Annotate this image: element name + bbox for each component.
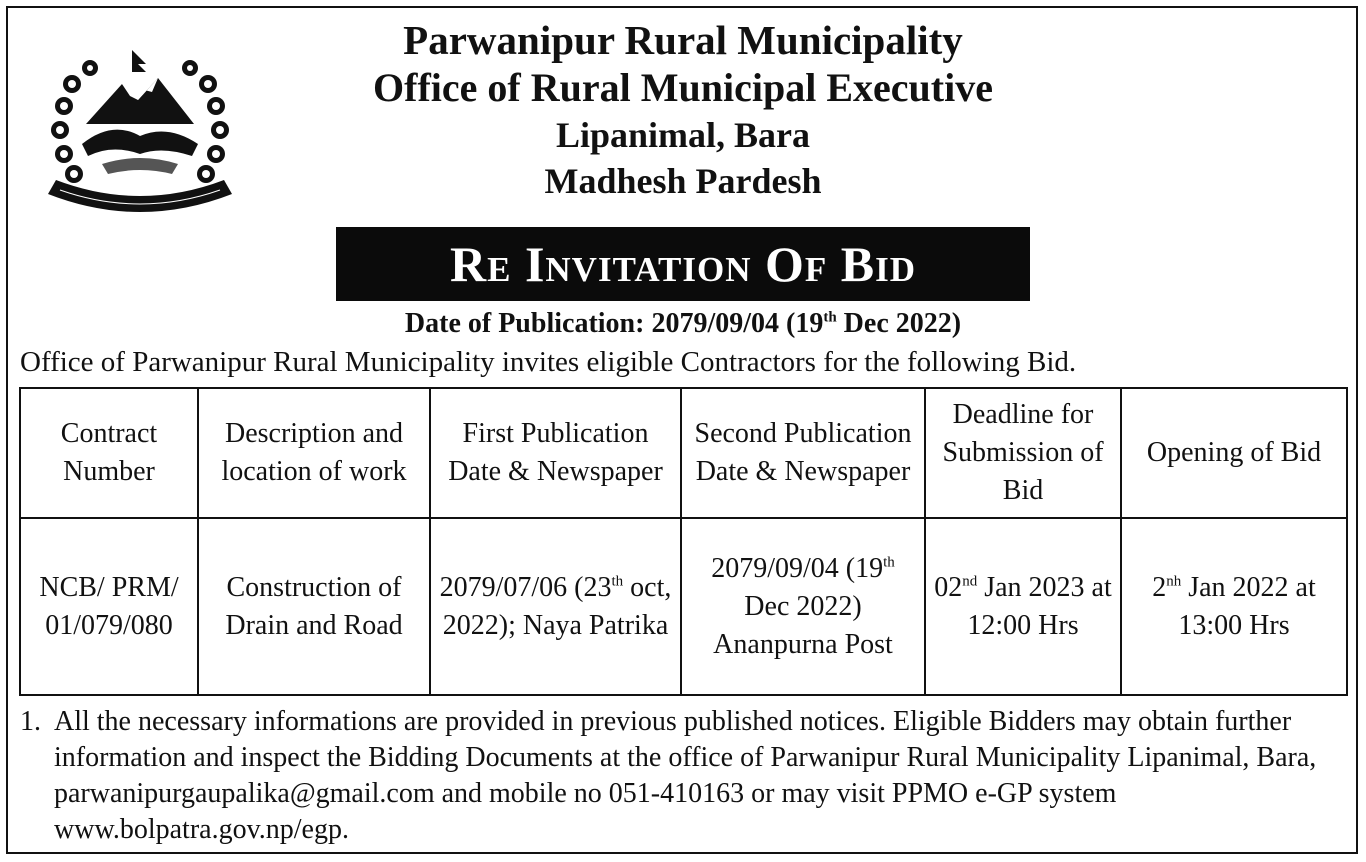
- office-name: Office of Rural Municipal Executive: [373, 65, 993, 110]
- address-line: Lipanimal, Bara: [555, 115, 811, 155]
- title-banner: [336, 227, 1030, 301]
- col-header-first-publication: First Publication Date & Newspaper: [430, 388, 681, 518]
- col-header-deadline: Deadline for Submission of Bid: [925, 388, 1121, 518]
- note-number: 1.: [20, 706, 41, 737]
- col-header-second-publication: Second Publication Date & Newspaper: [681, 388, 925, 518]
- table-row: [20, 518, 1347, 695]
- cell-deadline: 02nd Jan 2023 at 12:00 Hrs: [925, 518, 1121, 695]
- col-header-description: Description and location of work: [198, 388, 430, 518]
- cell-opening: $2^{nh}$ Jan 2022 at 13:00 Hrs: [1121, 518, 1347, 695]
- header: [0, 16, 1366, 204]
- cell-second-publication: 2079/09/04 (19th Dec 2022) Ananpurna Post: [681, 518, 925, 695]
- banner-title: Re Invitation Of Bid: [450, 236, 916, 292]
- bid-table: [19, 387, 1348, 696]
- publication-date: Date of Publication: 2079/09/04 (19th Dec 2022): [404, 308, 962, 339]
- note-text: All the necessary informations are provided in previous published notices. Eligible Bidders may obtain further information and inspect the Bidding Documents at the office of Parwanipur Rural Municipality Lipanimal, Bara, parwanipurgaupalika@gmail.com and mobile no 051-410163 or may visit PPMO e-GP system www.bolpatra.gov.np/egp.: [54, 706, 1317, 845]
- cell-contract-number: NCB/ PRM/ 01/079/080: [20, 518, 198, 695]
- province-line: Madhesh Pardesh: [544, 161, 822, 201]
- col-header-contract: Contract Number: [20, 388, 198, 518]
- note-item: [20, 704, 1350, 848]
- col-header-opening: Opening of Bid: [1121, 388, 1347, 518]
- table-header-row: [20, 388, 1347, 518]
- cell-first-publication: 2079/07/06 (23th oct, 2022); Naya Patrika: [430, 518, 681, 695]
- intro-text: Office of Parwanipur Rural Municipality invites eligible Contractors for the following Bid.: [20, 346, 1077, 378]
- cell-description: Construction of Drain and Road: [198, 518, 430, 695]
- municipality-name: Parwanipur Rural Municipality: [403, 17, 963, 63]
